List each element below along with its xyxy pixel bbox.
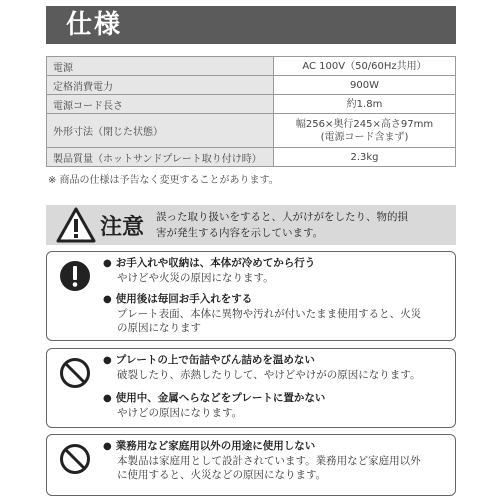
spec-label: 製品質量（ホットサンドプレート取り付け時） — [47, 148, 274, 167]
caution-desc-line: 害が発生する内容を示しています。 — [156, 227, 324, 239]
caution-description — [156, 209, 456, 241]
item-body: 破裂したり、赤熱したりして、やけどやけがの原因になります。 — [117, 369, 421, 381]
spec-value: 約1.8m — [274, 95, 456, 114]
spec-label: 外形寸法（閉じた状態） — [47, 114, 274, 148]
caution-title: 注意 — [100, 214, 145, 240]
caution-header — [46, 205, 456, 245]
prohibition-icon — [59, 443, 91, 475]
spec-value: 900W — [274, 76, 456, 95]
item-body: やけどや火災の原因になります。 — [117, 272, 274, 284]
item-body: に使用すると、火災などの原因になります。 — [117, 469, 327, 481]
spec-value-line: 幅256×奥行245×高さ97mm — [295, 118, 434, 130]
table-row — [47, 148, 456, 167]
spec-title: 仕様 — [46, 6, 456, 44]
item-heading: ● プレートの上で缶詰やびん詰めを温めない — [103, 353, 451, 368]
list-item — [103, 353, 451, 382]
item-body: プレート表面、本体に異物や汚れが付いたまま使用すると、火災 — [117, 308, 422, 320]
list-item — [103, 256, 451, 285]
list-item — [103, 292, 451, 335]
item-body: やけどの原因になります。 — [117, 407, 243, 419]
spec-table — [46, 56, 456, 167]
caution-box — [46, 348, 456, 428]
item-heading: ● 使用後は毎回お手入れをする — [103, 292, 451, 307]
item-heading: ● お手入れや収納は、本体が冷めてから行う — [103, 256, 451, 271]
item-body: 本製品は家庭用として設計されています。業務用など家庭用以外 — [117, 455, 421, 467]
caution-box — [46, 251, 456, 341]
spec-label: 電源 — [47, 57, 274, 76]
spec-label: 電源コード長さ — [47, 95, 274, 114]
caution-desc-line: 誤った取り扱いをすると、人がけがをしたり、物的損 — [156, 211, 408, 223]
table-row — [47, 57, 456, 76]
table-row — [47, 114, 456, 148]
spec-label: 定格消費電力 — [47, 76, 274, 95]
caution-box — [46, 434, 456, 496]
item-body: の原因になります — [117, 322, 201, 334]
spec-value: 2.3kg — [274, 148, 456, 167]
table-row — [47, 95, 456, 114]
list-item — [103, 439, 451, 482]
spec-value — [274, 114, 456, 148]
spec-value-line: (電源コード含まず) — [320, 131, 409, 143]
spec-note: ※ 商品の仕様は予告なく変更することがあります。 — [48, 175, 279, 186]
table-row — [47, 76, 456, 95]
spec-value: AC 100V（50/60Hz共用） — [274, 57, 456, 76]
list-item — [103, 391, 451, 420]
warning-triangle-icon — [56, 207, 96, 243]
prohibition-icon — [59, 357, 91, 389]
item-heading: ● 使用中、金属へらなどをプレートに置かない — [103, 391, 451, 406]
item-heading: ● 業務用など家庭用以外の用途に使用しない — [103, 439, 451, 454]
exclamation-circle-icon — [59, 260, 91, 292]
